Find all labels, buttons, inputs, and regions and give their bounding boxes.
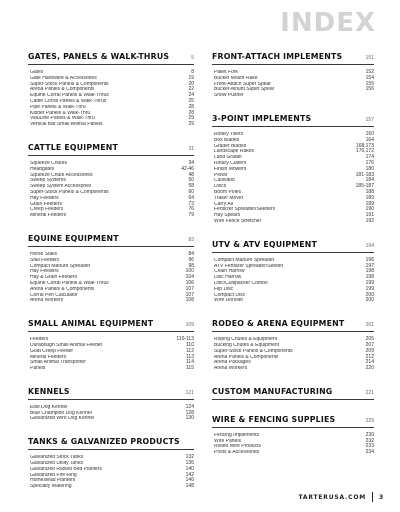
entry-page: 98 [188, 262, 194, 269]
entry-page: 28 [188, 109, 194, 116]
entry-page: 104 [185, 274, 194, 281]
entry-label: Arena Panels & Components [30, 87, 95, 93]
section-title: SMALL ANIMAL EQUIPMENT [28, 319, 154, 329]
entry-page: 29 [188, 115, 194, 122]
entry-label: ValuLine Panels & Walk-Thru [30, 116, 95, 122]
entry-label: Homestead Planters [30, 478, 76, 484]
entry-page: 64 [188, 194, 194, 201]
entry-label: Small Animal Transporter [30, 360, 86, 366]
entry-page: 115 [186, 365, 194, 372]
entry-label: Arena Workers [214, 366, 248, 372]
entry-label: Super-Stock Panels & Components [214, 348, 293, 354]
entry-label: Hay Feeders [30, 195, 59, 201]
entry-page: 8 [191, 69, 194, 75]
section-title: FRONT-ATTACH IMPLEMENTS [212, 52, 343, 61]
entry-page: 152 [365, 69, 374, 75]
entry-page: 42-46 [181, 165, 194, 172]
entry-label: Rolled Wire Products [214, 444, 261, 450]
entry-label: Vertical Bar Small Animal Panels [30, 122, 103, 128]
entry-page: 96 [188, 256, 194, 263]
entry-page: 24 [188, 92, 194, 99]
entry-label: Finish Mowers [214, 166, 247, 172]
entry-label: Rotary Cutters [214, 160, 247, 166]
entry-page: 176 [365, 159, 374, 166]
entry-label: Cultivator [214, 178, 236, 184]
entry-label: Kidder Panels & Walk-Thru [30, 110, 91, 116]
section-title: CUSTOM MANUFACTURING [212, 386, 333, 396]
entry-page: 130 [185, 415, 194, 422]
entry-label: Plows [214, 172, 228, 178]
index-entry [212, 93, 374, 99]
entry-label: Bucket Mount Rake [214, 75, 258, 81]
index-entry [28, 366, 194, 372]
entry-page: 184 [365, 177, 374, 184]
entry-label: Hay & Grain Feeders [30, 275, 77, 281]
entry-page: 170,172 [355, 148, 374, 155]
entry-label: Bucket-Mount Super Spear [214, 87, 275, 93]
section-page-number: 31 [188, 145, 194, 152]
entry-page: 230 [365, 431, 374, 438]
entry-label: Galvanized Fire Ring [30, 472, 77, 478]
entry-label: Rotary Tillers [214, 131, 244, 137]
section-header [28, 319, 194, 332]
entry-label: Arena Panels & Components [214, 354, 279, 360]
entry-page: 155 [365, 80, 374, 87]
section-page-number: 157 [365, 116, 374, 123]
entry-page: 220 [365, 365, 374, 372]
entry-label: Box Blades [214, 137, 240, 143]
entry-label: Cattle Corral Panels & Walk-Thrus [30, 98, 107, 104]
section-header [212, 415, 374, 428]
entry-page: 108 [185, 297, 194, 304]
entry-label: Specialty Watering [30, 484, 72, 490]
entry-page: 212 [365, 353, 374, 360]
entry-label: Elite Dog Kennel [30, 404, 68, 410]
index-section [28, 234, 194, 304]
entry-label: Compact Manure Spreader [214, 257, 275, 263]
entry-label: Arena Packages [214, 360, 251, 366]
entry-page: 189 [365, 200, 374, 207]
index-section [28, 52, 194, 128]
section-title: GATES, PANELS & WALK-THRUS [28, 52, 170, 61]
entry-page: 22 [188, 86, 194, 93]
index-section [28, 143, 194, 219]
entry-page: 199 [365, 279, 374, 286]
entry-label: Galvanized Stock Tanks [30, 455, 84, 461]
entry-page: 19 [188, 74, 194, 81]
entry-label: Mineral Feeders [30, 354, 67, 360]
entry-page: 191 [365, 212, 374, 219]
entry-label: Blue Champion Dog Kennel [30, 410, 92, 416]
entry-page: 207 [365, 341, 374, 348]
section-title: WIRE & FENCING SUPPLIES [212, 414, 336, 424]
section-title: RODEO & ARENA EQUIPMENT [212, 319, 345, 329]
entry-page: 20 [188, 80, 194, 87]
entry-label: Headgates [30, 166, 55, 172]
entry-page [370, 93, 374, 99]
entry-label: Pipe Panels & Walk-Thru [30, 104, 86, 110]
entry-page: 107 [185, 291, 194, 298]
section-header [28, 52, 194, 65]
index-section [212, 319, 374, 372]
index-entry [28, 213, 194, 219]
entry-page: 110-113 [176, 336, 194, 343]
section-page-number: 121 [185, 389, 194, 396]
entry-page: 25 [188, 97, 194, 104]
entry-label: Snow Pusher [214, 93, 244, 99]
index-section [212, 415, 374, 456]
index-entry [28, 484, 194, 490]
index-entry [28, 122, 194, 128]
entry-page: 128 [185, 409, 194, 416]
section-page-number: 194 [365, 242, 374, 249]
entry-label: Mineral Feeders [30, 213, 67, 219]
section-page-number: 201 [365, 322, 374, 329]
entry-label: Fertilizer Spreader/Seeders [214, 207, 276, 213]
section-title: UTV & ATV EQUIPMENT [212, 239, 318, 249]
entry-label: Galvanized Wire Dog Kennel [30, 416, 95, 422]
entry-page: 76 [188, 206, 194, 213]
left-column [28, 52, 194, 505]
entry-page: 140 [185, 465, 194, 472]
entry-page: 198 [365, 274, 374, 281]
entry-label: Front-Attach Super Spear [214, 81, 271, 87]
index-section [28, 437, 194, 490]
entry-page: 232 [365, 437, 374, 444]
entry-page: 124 [185, 403, 194, 410]
entry-page: 168,173 [355, 142, 374, 149]
page-title: INDEX [280, 8, 376, 38]
entry-label: Wire Panels [214, 438, 241, 444]
entry-page: 200 [365, 291, 374, 298]
section-header [28, 387, 194, 400]
entry-page: 50 [188, 177, 194, 184]
entry-page: 100 [185, 268, 194, 275]
entry-label: Creep Feeders [30, 207, 64, 213]
entry-page: 205 [365, 336, 374, 343]
index-entry [28, 416, 194, 422]
entry-label: Hay Spears [214, 213, 241, 219]
entry-page: 199 [365, 285, 374, 292]
index-section [212, 52, 374, 99]
entry-label: Grain Feeders [30, 201, 62, 207]
entry-label: Trailer Mover [214, 195, 244, 201]
entry-label: Gate Hardware & Accessories [30, 75, 97, 81]
entry-label: Super-Stock Panels & Components [30, 81, 109, 87]
entry-label: Hay Feeders [30, 269, 59, 275]
entry-label: Super-Stock Panels & Components [30, 189, 109, 195]
index-section [212, 387, 374, 400]
section-title: TANKS & GALVANIZED PRODUCTS [28, 437, 180, 447]
entry-label: Arena Workers [30, 298, 64, 304]
entry-label: Squeeze Chute Accessories [30, 172, 93, 178]
entry-page: 234 [365, 449, 374, 456]
section-title: CATTLE EQUIPMENT [28, 142, 119, 152]
entry-label: Equine Corral Panels & Walk-Thrus [30, 93, 109, 99]
index-entry [212, 298, 374, 304]
entry-label: Boom Poles [214, 189, 241, 195]
entry-page: 58 [188, 183, 194, 190]
index-entry [28, 298, 194, 304]
entry-label: Compact Disc [214, 292, 246, 298]
entry-label: Flip Disc [214, 286, 234, 292]
entry-page: 142 [185, 471, 194, 478]
entry-label: Durabough Small Animal Feeder [30, 342, 103, 348]
entry-page: 84 [188, 250, 194, 257]
footer-divider [372, 492, 373, 502]
entry-page: 160 [365, 130, 374, 137]
section-page-number: 5 [191, 55, 194, 61]
entry-page: 214 [365, 359, 374, 366]
entry-page: 73 [188, 200, 194, 207]
entry-page: 132 [185, 454, 194, 461]
section-page-number: 83 [188, 236, 194, 243]
entry-page: 107 [185, 285, 194, 292]
entry-page: 28 [188, 103, 194, 110]
entry-page: 148 [185, 483, 194, 490]
section-header [28, 143, 194, 156]
entry-label: Bucking Chutes & Equipment [214, 342, 280, 348]
entry-label: Land Grader [214, 155, 243, 161]
section-title: 3-POINT IMPLEMENTS [212, 113, 312, 123]
entry-label: Galvanized Utility Tanks [30, 461, 83, 467]
index-section [28, 387, 194, 422]
entry-page: 106 [185, 279, 194, 286]
entry-label: Stall Feeders [30, 257, 60, 263]
entry-label: Sweep System Accessories [30, 184, 92, 190]
entry-label: Pallet Fork [214, 70, 238, 75]
entry-label: Wire Unroller [214, 298, 244, 304]
entry-label: Goat Creep Feeder [30, 348, 74, 354]
entry-page: 200 [365, 297, 374, 304]
entry-page: 189 [365, 194, 374, 201]
footer [298, 492, 384, 502]
entry-page: 112 [186, 347, 194, 354]
right-column [212, 52, 374, 471]
entry-label: Equine Corral Panels & Walk-Thrus [30, 280, 109, 286]
section-title: EQUINE EQUIPMENT [28, 233, 119, 243]
index-entry [212, 219, 374, 225]
entry-page: 48 [188, 171, 194, 178]
section-header [212, 240, 374, 253]
section-header [212, 52, 374, 65]
entry-label: Grader Blades [214, 143, 247, 149]
entry-page: 146 [185, 477, 194, 484]
entry-page: 164 [365, 136, 374, 143]
index-section [28, 319, 194, 372]
entry-label: Compact Manure Spreader [30, 263, 91, 269]
section-page-number: 221 [365, 389, 374, 396]
index-entry [212, 366, 374, 372]
index-entry [212, 450, 374, 456]
entry-label: Sweep Systems [30, 178, 66, 184]
section-page-number: 151 [365, 55, 374, 61]
entry-label: Fencing Implements [214, 432, 260, 438]
entry-label: ATV Fertilizer Spreader/Seeder [214, 263, 284, 269]
entry-page: 114 [186, 359, 194, 366]
entry-page: 136 [185, 460, 194, 467]
entry-label: Panels [30, 366, 46, 372]
entry-label: Discs [214, 184, 227, 190]
entry-page: 188 [365, 188, 374, 195]
entry-page: 192 [365, 217, 374, 224]
entry-label: Disc/Cultipacker Combo [214, 280, 268, 286]
entry-page: 196 [365, 256, 374, 263]
footer-page-number: 3 [379, 493, 384, 501]
footer-site: TARTERUSA.COM [298, 493, 367, 501]
section-header [212, 319, 374, 332]
entry-label: Galvanized Raised Bed Planters [30, 466, 102, 472]
entry-label: Corral Pen Calculator [30, 292, 78, 298]
entry-page: 34 [188, 159, 194, 166]
section-header [28, 234, 194, 247]
index-section [212, 114, 374, 225]
entry-page: 181-183 [355, 171, 374, 178]
entry-page: 185-187 [355, 183, 374, 190]
section-page-number: 109 [185, 322, 194, 329]
entry-page: 60 [188, 188, 194, 195]
entry-label: Landscape Rakes [214, 149, 255, 155]
entry-label: Gates [30, 70, 44, 75]
entry-page: 209 [365, 347, 374, 354]
entry-label: Wire Fence Stretcher [214, 218, 262, 224]
section-header [28, 437, 194, 450]
entry-page: 190 [365, 206, 374, 213]
entry-page: 110 [186, 341, 194, 348]
entry-page: 154 [365, 74, 374, 81]
entry-label: Carry All [214, 201, 233, 207]
section-header [212, 387, 374, 400]
section-title: KENNELS [28, 386, 70, 396]
entry-label: Disc Harrow [214, 275, 242, 281]
entry-page: 197 [365, 262, 374, 269]
entry-page: 174 [365, 154, 374, 161]
entry-page: 156 [365, 86, 374, 93]
entry-page: 180 [365, 165, 374, 172]
index-section [212, 240, 374, 304]
entry-label: Squeeze Chutes [30, 160, 67, 166]
entry-page: 198 [365, 268, 374, 275]
section-header [212, 114, 374, 127]
section-page-number: 229 [365, 417, 374, 424]
entry-label: Arena Panels & Components [30, 286, 95, 292]
entry-page: 113 [186, 353, 194, 360]
entry-label: Feeders [30, 337, 49, 343]
entry-label: Chain Harrow [214, 269, 245, 275]
entry-label: Posts & Accessories [214, 450, 260, 456]
entry-label: Horse Stalls [30, 251, 57, 257]
entry-page: 29 [188, 121, 194, 128]
entry-page: 233 [365, 443, 374, 450]
entry-page: 79 [188, 212, 194, 219]
entry-label: Roping Chutes & Equipment [214, 337, 278, 343]
